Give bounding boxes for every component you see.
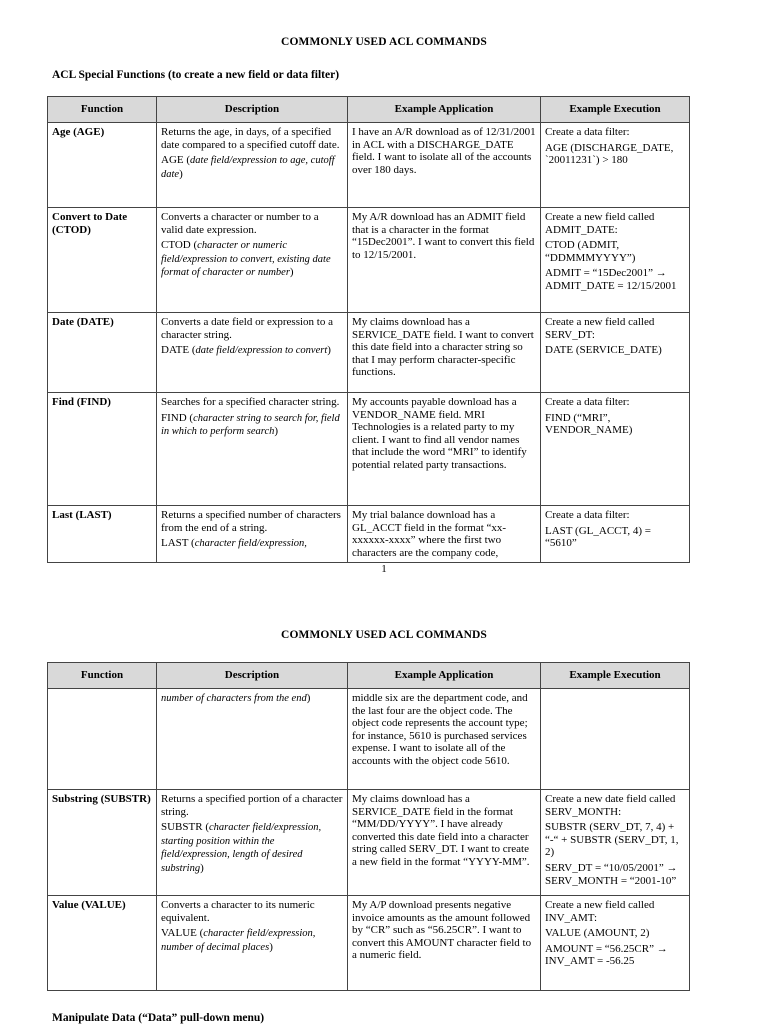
syntax-close: ): [327, 344, 331, 357]
example-execution-cell: [541, 123, 690, 208]
table-row: [48, 393, 690, 506]
syntax-arguments: character field/expression, number of decimal places: [161, 928, 316, 953]
example-execution-cell: [541, 393, 690, 506]
table-row: [48, 506, 690, 563]
execution-line: SERV_DT = “10/05/2001” → SERV_MONTH = “2001-10”: [545, 861, 678, 887]
syntax-line: [161, 537, 343, 551]
header-example-execution: Example Execution: [541, 663, 690, 689]
syntax-line: [161, 821, 343, 875]
example-application-cell: My claims download has a SERVICE_DATE field. I want to convert this date field into a character string so that I may perform character-specific functions.: [348, 313, 541, 393]
description-text: Returns a specified portion of a character string.: [161, 793, 343, 818]
execution-line: CTOD (ADMIT, “DDMMMYYYY”): [545, 239, 636, 264]
example-execution-cell: [541, 689, 690, 790]
next-section-heading: Manipulate Data (“Data” pull-down menu): [52, 1012, 265, 1024]
table-row: [48, 313, 690, 393]
execution-line: LAST (GL_ACCT, 4) = “5610”: [545, 524, 652, 550]
example-execution-cell: [541, 313, 690, 393]
description-cell: [157, 506, 348, 563]
execution-line: AMOUNT = “56.25CR” → INV_AMT = -56.25: [545, 942, 668, 968]
example-application-cell: I have an A/R download as of 12/31/2001 in ACL with a DISCHARGE_DATE field. I want to isolate all of the accounts over 180 days.: [348, 123, 541, 208]
function-name-cell: Last (LAST): [48, 506, 157, 563]
function-name-cell: Convert to Date (CTOD): [48, 208, 157, 313]
description-cell: [157, 689, 348, 790]
description-text: Converts a character to its numeric equivalent.: [161, 899, 315, 924]
syntax-arguments: number of characters from the end: [161, 693, 307, 704]
function-name-cell: Find (FIND): [48, 393, 157, 506]
header-function: Function: [48, 97, 157, 123]
header-example-application: Example Application: [348, 663, 541, 689]
function-name-cell: Age (AGE): [48, 123, 157, 208]
execution-line: AGE (DISCHARGE_DATE, `20011231`) > 180: [545, 141, 674, 167]
example-application-cell: middle six are the department code, and the last four are the object code. The object code represents the account type; for instance, 5610 is purchased services expense. I want to isolate all of the accounts with the object code 5610.: [348, 689, 541, 790]
description-text: Converts a character or number to a valid date expression.: [161, 211, 319, 236]
syntax-arguments: character string to search for, field in which to perform search: [161, 412, 340, 438]
table-row: [48, 689, 690, 790]
description-text: Returns the age, in days, of a specified date compared to a specified cutoff date.: [161, 126, 340, 151]
example-execution-cell: [541, 896, 690, 991]
description-text: Converts a date field or expression to a character string.: [161, 316, 333, 341]
header-description: Description: [157, 663, 348, 689]
example-application-cell: My trial balance download has a GL_ACCT field in the format “xx-xxxxxx-xxxx” where the first two characters are the company code,: [348, 506, 541, 563]
example-execution-cell: [541, 790, 690, 896]
syntax-function: CTOD (: [161, 239, 198, 252]
functions-table: [47, 96, 690, 563]
execution-line: ADMIT = “15Dec2001” → ADMIT_DATE = 12/15/2001: [545, 267, 677, 292]
syntax-function: VALUE (: [161, 927, 204, 940]
example-application-cell: My claims download has a SERVICE_DATE field in the format “MM/DD/YYYY”. I have already converted this date field into a character string called SERV_DT. I want to create a new field in the format “YYYY-MM”.: [348, 790, 541, 896]
description-text: Returns a specified number of characters from the end of a string.: [161, 509, 341, 534]
syntax-arguments: character or numeric field/expression to convert, existing date format of character or number: [161, 240, 331, 279]
example-application-cell: My A/P download presents negative invoice amounts as the amount followed by “CR” such as “56.25CR”. I want to convert this AMOUNT character field to a numeric field.: [348, 896, 541, 991]
syntax-line: [161, 154, 343, 181]
execution-line: Create a data filter:: [545, 509, 630, 521]
example-execution-cell: [541, 506, 690, 563]
description-text: Searches for a specified character string.: [161, 396, 340, 408]
table-header-row: [48, 97, 690, 123]
syntax-function: LAST (: [161, 537, 195, 550]
syntax-function: FIND (: [161, 411, 194, 424]
syntax-line: [161, 412, 343, 439]
syntax-arguments: character field/expression, starting position within the field/expression, length of desired substring: [161, 822, 322, 874]
page-number: 1: [381, 563, 387, 575]
header-description: Description: [157, 97, 348, 123]
table-row: [48, 896, 690, 991]
page-title: COMMONLY USED ACL COMMANDS: [281, 36, 487, 48]
function-name-cell: Value (VALUE): [48, 896, 157, 991]
execution-line: Create a data filter:: [545, 396, 630, 408]
example-application-cell: My accounts payable download has a VENDOR_NAME field. MRI Technologies is a related party to my client. I want to find all vendor names that include the word “MRI” to identify potential related party transactions.: [348, 393, 541, 506]
syntax-close: ): [179, 167, 183, 180]
syntax-arguments: character field/expression,: [194, 538, 307, 550]
syntax-arguments: date field/expression to age, cutoff date: [161, 155, 335, 180]
function-name-cell: [48, 689, 157, 790]
syntax-function: SUBSTR (: [161, 821, 209, 834]
syntax-line: [161, 692, 343, 706]
description-cell: [157, 393, 348, 506]
execution-line: DATE (SERVICE_DATE): [545, 344, 662, 357]
syntax-line: [161, 927, 343, 954]
syntax-close: ): [200, 861, 204, 874]
syntax-arguments: date field/expression to convert: [195, 345, 328, 357]
header-example-execution: Example Execution: [541, 97, 690, 123]
execution-line: FIND (“MRI”, VENDOR_NAME): [545, 411, 633, 437]
syntax-close: ): [289, 266, 294, 279]
header-example-application: Example Application: [348, 97, 541, 123]
table-row: [48, 123, 690, 208]
functions-table-continued: [47, 662, 690, 991]
description-cell: [157, 790, 348, 896]
header-function: Function: [48, 663, 157, 689]
description-cell: [157, 313, 348, 393]
function-name-cell: Date (DATE): [48, 313, 157, 393]
syntax-close: ): [274, 425, 279, 438]
example-application-cell: My A/R download has an ADMIT field that is a character in the format “15Dec2001”. I want to convert this field to 12/15/2001.: [348, 208, 541, 313]
syntax-function: AGE (: [161, 154, 191, 167]
execution-line: VALUE (AMOUNT, 2): [545, 927, 650, 940]
syntax-close: ): [269, 940, 273, 953]
syntax-close: ): [306, 692, 311, 704]
table-row: [48, 790, 690, 896]
syntax-line: [161, 239, 343, 280]
table-header-row: [48, 663, 690, 689]
execution-line: SUBSTR (SERV_DT, 7, 4) + “-“ + SUBSTR (SERV_DT, 1, 2): [545, 821, 679, 859]
execution-line: Create a new date field called SERV_MONTH:: [545, 793, 676, 818]
execution-line: Create a new field called SERV_DT:: [545, 316, 655, 341]
function-name-cell: Substring (SUBSTR): [48, 790, 157, 896]
section-heading: ACL Special Functions (to create a new field or data filter): [52, 69, 340, 81]
description-cell: [157, 123, 348, 208]
page-title-2: COMMONLY USED ACL COMMANDS: [281, 629, 487, 641]
execution-line: Create a new field called ADMIT_DATE:: [545, 211, 655, 236]
syntax-line: [161, 344, 343, 358]
description-cell: [157, 208, 348, 313]
execution-line: Create a new field called INV_AMT:: [545, 899, 655, 924]
example-execution-cell: [541, 208, 690, 313]
execution-line: Create a data filter:: [545, 126, 630, 138]
syntax-function: DATE (: [161, 344, 196, 357]
description-cell: [157, 896, 348, 991]
table-row: [48, 208, 690, 313]
